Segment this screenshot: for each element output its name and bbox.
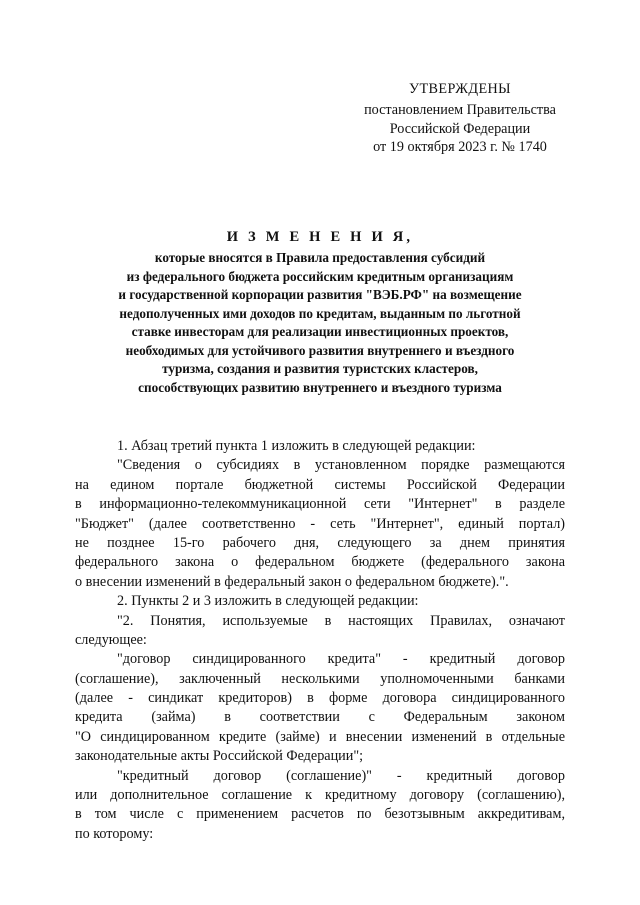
subtitle-line: и государственной корпорации развития "ВЭБ.РФ" на возмещение xyxy=(118,287,522,302)
paragraph-line: "О синдицированном кредите (займе) и внесении изменений в отдельные xyxy=(75,728,565,745)
subtitle-line: способствующих развитию внутреннего и въездного туризма xyxy=(138,379,502,395)
document-body xyxy=(75,437,565,844)
paragraph-line: "Сведения о субсидиях в установленном порядке размещаются xyxy=(117,457,565,474)
document-subtitle xyxy=(60,249,580,397)
paragraph-line: в том числе с применением расчетов по безотзывным аккредитивам, xyxy=(75,806,565,823)
approval-line: постановлением Правительства xyxy=(364,101,556,118)
subtitle-line: ставке инвесторам для реализации инвестиционных проектов, xyxy=(131,324,509,339)
approval-block xyxy=(340,80,580,157)
paragraph-line: 2. Пункты 2 и 3 изложить в следующей редакции: xyxy=(117,593,419,610)
document-title: И З М Е Н Е Н И Я, xyxy=(226,229,414,245)
paragraph-line: не позднее 15-го рабочего дня, следующего за днем принятия xyxy=(75,534,565,551)
paragraph-line: о внесении изменений в федеральный закон о федеральном бюджете).". xyxy=(75,573,509,590)
paragraph-line: 1. Абзац третий пункта 1 изложить в следующей редакции: xyxy=(117,438,476,454)
subtitle-line: из федерального бюджета российским кредитным организациям xyxy=(126,268,514,284)
subtitle-line: необходимых для устойчивого развития внутреннего и въездного xyxy=(125,342,515,358)
paragraph-line: по которому: xyxy=(75,825,154,842)
approval-title: УТВЕРЖДЕНЫ xyxy=(409,81,511,97)
paragraph-line: законодательные акты Российской Федерации"; xyxy=(75,748,364,765)
paragraph-line: "договор синдицированного кредита" - кредитный договор xyxy=(117,651,565,668)
subtitle-line: туризма, создания и развития туристских кластеров, xyxy=(162,361,478,376)
paragraph-line: или дополнительное соглашение к кредитному договору (соглашению), xyxy=(75,787,565,804)
paragraph-line: кредита (займа) в соответствии с Федеральным законом xyxy=(75,709,565,726)
paragraph-line: (соглашение), заключенный несколькими уполномоченными банками xyxy=(75,670,565,687)
approval-line: Российской Федерации xyxy=(389,120,531,137)
paragraph-line: "кредитный договор (соглашение)" - кредитный договор xyxy=(117,767,565,784)
paragraph-line: федерального закона о федеральном бюджете (федерального закона xyxy=(75,554,565,571)
paragraph-line: "Бюджет" (далее соответственно - сеть "Интернет", единый портал) xyxy=(75,515,565,532)
paragraph-line: на едином портале бюджетной системы Российской Федерации xyxy=(75,476,565,493)
subtitle-line: которые вносятся в Правила предоставления субсидий xyxy=(154,250,486,265)
subtitle-line: недополученных ими доходов по кредитам, выданным по льготной xyxy=(119,305,521,321)
approval-line: от 19 октября 2023 г. № 1740 xyxy=(373,139,547,156)
paragraph-line: (далее - синдикат кредиторов) в форме договора синдицированного xyxy=(75,690,565,707)
paragraph-line: в информационно-телекоммуникационной сети "Интернет" в разделе xyxy=(75,496,565,513)
paragraph-line: следующее: xyxy=(75,631,147,648)
paragraph-line: "2. Понятия, используемые в настоящих Правилах, означают xyxy=(117,612,565,629)
